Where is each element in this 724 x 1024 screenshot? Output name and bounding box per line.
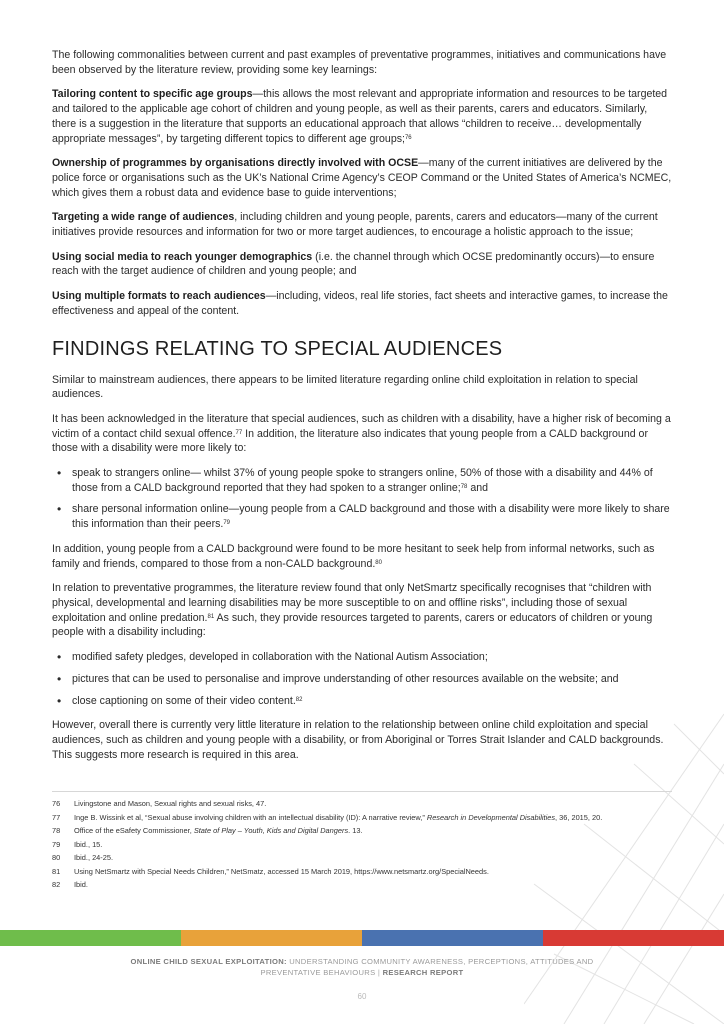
- bullet-text: speak to strangers online— whilst 37% of young people spoke to strangers online, 50% of those with a disability and 44% of those from a CALD background reported that they had spoken to a stranger online;: [72, 467, 653, 494]
- footnote-text-main: Livingstone and Mason, Sexual rights and sexual risks, 47.: [74, 799, 267, 808]
- footnote-number: 79: [52, 839, 61, 849]
- footnote-text-tail: , 36, 2015, 20.: [555, 812, 603, 822]
- learning-text: (i.e. the channel through which OCSE predominantly occurs)—to ensure reach with the target audience of children and young people; and: [52, 250, 655, 278]
- section-heading: FINDINGS RELATING TO SPECIAL AUDIENCES: [52, 337, 503, 360]
- color-bar-green: [0, 930, 181, 946]
- footnote-ref: 76: [404, 134, 412, 141]
- bullet-item: [52, 502, 672, 531]
- paragraph-conclusion: However, overall there is currently very little literature in relation to the relationship between online child exploitation and special audiences, such as children and young people with a disability, or from Aboriginal or Torres Strait Islander and CALD backgrounds. This suggests more research is required in this area.: [52, 719, 664, 761]
- intro-paragraph: The following commonalities between current and past examples of preventative programmes, initiatives and communications have been observed by the literature review, providing some key learnings:: [52, 49, 667, 76]
- footnote-text: [74, 813, 672, 824]
- color-bar-red: [543, 930, 724, 946]
- footnote-text: [74, 880, 672, 891]
- learning-item: [52, 210, 672, 239]
- footnote: [52, 840, 672, 851]
- bullet-item: [52, 694, 672, 709]
- footnote-title: Research in Developmental Disabilities: [426, 812, 556, 822]
- learning-title: Ownership of programmes by organisations directly involved with OCSE: [52, 157, 419, 170]
- footnote-text-main: Office of the eSafety Commissioner,: [74, 826, 194, 835]
- footnote-text: [74, 799, 672, 810]
- bullet-text: share personal information online—young people from a CALD background and those with a disability were more likely to share this information than their peers.: [72, 503, 670, 531]
- footnote-number: 81: [52, 866, 61, 876]
- learning-title: Using multiple formats to reach audiences: [52, 290, 266, 303]
- netsmartz-resources-list: [52, 650, 672, 708]
- footnote: [52, 853, 672, 864]
- bullet-tail: and: [467, 481, 488, 494]
- footnote-ref: 80: [375, 559, 382, 566]
- footnote: [52, 799, 672, 810]
- learning-text: —including, videos, real life stories, fact sheets and interactive games, to increase the effectiveness and appeal of the content.: [52, 290, 668, 317]
- footnote-text-tail: . 13.: [348, 826, 363, 835]
- footnote: [52, 880, 672, 891]
- learning-text: , including children and young people, parents, carers and educators—many of the current initiatives provide resources and information for two or more target audiences, to encourage a holistic approach to the issue;: [52, 211, 658, 239]
- bullet-item: [52, 466, 672, 495]
- color-bar-blue: [362, 930, 543, 946]
- footnote-text: [74, 867, 672, 878]
- bullet-text: pictures that can be used to personalise and improve understanding of other resources available on the website; and: [72, 672, 619, 685]
- learning-item: [52, 156, 672, 200]
- paragraph-netsmartz: In relation to preventative programmes, the literature review found that only NetSmartz specifically recognises that “children with physical, developmental and learning disabilities may be more susceptible to on and offline risks”, including those of sexual exploitation and online predation.$^{81}$ As such, they provide resources targeted to parents, carers or educators of children or young people with a disability including:: [52, 582, 653, 639]
- more-likely-list: [52, 466, 672, 532]
- footnote-text-main: Using NetSmartz with Special Needs Children,” NetSmatz, accessed 15 March 2019, https://www.netsmartz.org/SpecialNeeds.: [74, 866, 489, 876]
- footnote-number: 77: [52, 812, 61, 822]
- footnote-text-main: Ibid., 15.: [74, 839, 103, 849]
- bullet-text: modified safety pledges, developed in collaboration with the National Autism Association;: [72, 651, 488, 664]
- paragraph-limited-literature: Similar to mainstream audiences, there appears to be limited literature regarding online child exploitation in relation to special audiences.: [52, 373, 638, 401]
- learning-title: Using social media to reach younger demographics: [52, 250, 313, 263]
- learning-title: Tailoring content to specific age groups: [52, 88, 253, 101]
- footnote-ref: 81: [207, 613, 215, 620]
- footnote-text: [74, 853, 672, 864]
- footnote-ref: 78: [460, 483, 468, 490]
- footnote-ref: 79: [223, 520, 231, 527]
- bullet-text: close captioning on some of their video content.: [72, 694, 296, 707]
- paragraph-higher-risk: It has been acknowledged in the literature that special audiences, such as children with a disability, have a higher risk of becoming a victim of a contact child sexual offence.$^{77}$ In addition, the literature also indicates that young people from a CALD background or those with a disability were more likely to:: [52, 412, 671, 455]
- bullet-item: [52, 672, 672, 687]
- footnote-title: State of Play – Youth, Kids and Digital Dangers: [193, 826, 349, 835]
- footnote-number: 78: [52, 826, 61, 835]
- learning-item: [52, 250, 672, 279]
- footnote-ref: 82: [295, 696, 303, 703]
- key-learnings-list: [52, 87, 672, 318]
- footnote-text-main: Ibid., 24-25.: [74, 853, 114, 862]
- page-footer: ONLINE CHILD SEXUAL EXPLOITATION: UNDERSTANDING COMMUNITY AWARENESS, PERCEPTIONS, ATTITUDES AND PREVENTATIVE BEHAVIOURS | RESEARCH REPORT: [130, 957, 594, 977]
- learning-text: —many of the current initiatives are delivered by the police force or organisations such as the UK’s National Crime Agency’s CEOP Command or the United States of America’s NCMEC, which gives them a robust data and evidence base to guide interventions;: [52, 157, 672, 199]
- footnote-text: [74, 826, 672, 837]
- color-bar-orange: [181, 930, 362, 946]
- footnote: [52, 867, 672, 878]
- learning-title: Targeting a wide range of audiences: [52, 211, 235, 224]
- footnote-text-main: Ibid.: [74, 880, 88, 889]
- footnote-text-main: Inge B. Wissink et al, “Sexual abuse involving children with an intellectual disability (ID): A narrative review,”: [74, 812, 427, 822]
- footnote-number: 82: [52, 880, 61, 889]
- footnotes: [52, 799, 672, 894]
- learning-item: [52, 289, 672, 318]
- footnote-ref: 77: [235, 429, 243, 436]
- footnote: [52, 813, 672, 824]
- page-number: 60: [357, 992, 367, 1001]
- bullet-item: [52, 650, 672, 665]
- paragraph-help-seeking: In addition, young people from a CALD background were found to be more hesitant to seek help from informal networks, such as family and friends, compared to those from a non-CALD background.$^{80}$: [52, 542, 655, 570]
- learning-item: [52, 87, 672, 146]
- footnote-number: 80: [52, 853, 61, 862]
- footnote-divider: [52, 791, 672, 792]
- footnote-number: 76: [52, 799, 61, 808]
- footnote-text: [74, 840, 672, 851]
- footnote: [52, 826, 672, 837]
- learning-text: —this allows the most relevant and appropriate information and resources to be targeted and tailored to the applicable age cohort of children and young people, as well as their parents, carers and educators. Similarly, there is a suggestion in the literature that supports an educational approach that allows “children to receive… developmentally appropriate messages”, by targeting different topics to different age groups;: [52, 88, 668, 145]
- main-content: [52, 48, 672, 772]
